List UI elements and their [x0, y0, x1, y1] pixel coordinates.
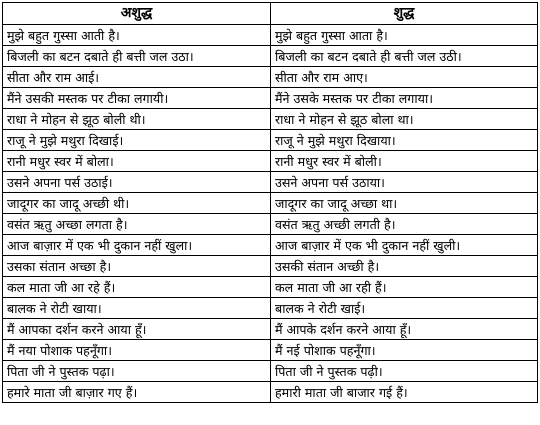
table-row — [3, 361, 538, 382]
incorrect-cell: राधा ने मोहन से झूठ बोली थी। — [3, 109, 271, 130]
incorrect-cell: बालक ने रोटी खाया। — [3, 298, 271, 319]
table-row — [3, 277, 538, 298]
incorrect-cell: वसंत ऋतु अच्छा लगता है। — [3, 214, 271, 235]
table-body — [3, 25, 538, 403]
table-row — [3, 193, 538, 214]
correct-cell: राजू ने मुझे मथुरा दिखाया। — [271, 130, 538, 151]
incorrect-cell: जादूगर का जादू अच्छी थी। — [3, 193, 271, 214]
table-row — [3, 319, 538, 340]
incorrect-cell: मैं आपका दर्शन करने आया हूँ। — [3, 319, 271, 340]
table-row — [3, 130, 538, 151]
incorrect-cell: मुझे बहुत गुस्सा आती है। — [3, 25, 271, 46]
correction-table-container — [2, 2, 537, 403]
correct-cell: आज बाज़ार में एक भी दुकान नहीं खुली। — [271, 235, 538, 256]
correct-cell: मुझे बहुत गुस्सा आता है। — [271, 25, 538, 46]
correct-cell: सीता और राम आए। — [271, 67, 538, 88]
correct-cell: कल माता जी आ रही हैं। — [271, 277, 538, 298]
incorrect-cell: सीता और राम आई। — [3, 67, 271, 88]
header-row — [3, 3, 538, 25]
incorrect-cell: मैंने उसकी मस्तक पर टीका लगायी। — [3, 88, 271, 109]
table-row — [3, 88, 538, 109]
incorrect-cell: पिता जी ने पुस्तक पढ़ा। — [3, 361, 271, 382]
correct-cell: राधा ने मोहन से झूठ बोला था। — [271, 109, 538, 130]
table-row — [3, 382, 538, 403]
table-row — [3, 109, 538, 130]
incorrect-cell: रानी मधुर स्वर में बोला। — [3, 151, 271, 172]
table-row — [3, 256, 538, 277]
incorrect-cell: उसने अपना पर्स उठाई। — [3, 172, 271, 193]
incorrect-cell: आज बाज़ार में एक भी दुकान नहीं खुला। — [3, 235, 271, 256]
correct-cell: रानी मधुर स्वर में बोली। — [271, 151, 538, 172]
correct-cell: मैंने उसके मस्तक पर टीका लगाया। — [271, 88, 538, 109]
header-incorrect: अशुद्ध — [3, 3, 271, 25]
table-row — [3, 235, 538, 256]
incorrect-cell: उसका संतान अच्छा है। — [3, 256, 271, 277]
correct-cell: वसंत ऋतु अच्छी लगती है। — [271, 214, 538, 235]
correct-cell: हमारी माता जी बाजार गई हैं। — [271, 382, 538, 403]
header-correct: शुद्ध — [271, 3, 538, 25]
table-row — [3, 151, 538, 172]
table-row — [3, 214, 538, 235]
table-row — [3, 340, 538, 361]
incorrect-cell: बिजली का बटन दबाते ही बत्ती जल उठा। — [3, 46, 271, 67]
incorrect-cell: मैं नया पोशाक पहनूँगा। — [3, 340, 271, 361]
table-row — [3, 67, 538, 88]
correct-cell: मैं नई पोशाक पहनूँगा। — [271, 340, 538, 361]
incorrect-cell: कल माता जी आ रहे हैं। — [3, 277, 271, 298]
incorrect-cell: हमारे माता जी बाज़ार गए हैं। — [3, 382, 271, 403]
correct-cell: बिजली का बटन दबाते ही बत्ती जल उठी। — [271, 46, 538, 67]
correct-cell: उसकी संतान अच्छी है। — [271, 256, 538, 277]
correct-cell: जादूगर का जादू अच्छा था। — [271, 193, 538, 214]
table-row — [3, 46, 538, 67]
correct-cell: उसने अपना पर्स उठाया। — [271, 172, 538, 193]
correct-cell: पिता जी ने पुस्तक पढ़ी। — [271, 361, 538, 382]
correct-cell: बालक ने रोटी खाई। — [271, 298, 538, 319]
correct-cell: मैं आपके दर्शन करने आया हूँ। — [271, 319, 538, 340]
incorrect-cell: राजू ने मुझे मथुरा दिखाई। — [3, 130, 271, 151]
table-row — [3, 172, 538, 193]
table-row — [3, 25, 538, 46]
correction-table — [2, 2, 538, 403]
table-row — [3, 298, 538, 319]
